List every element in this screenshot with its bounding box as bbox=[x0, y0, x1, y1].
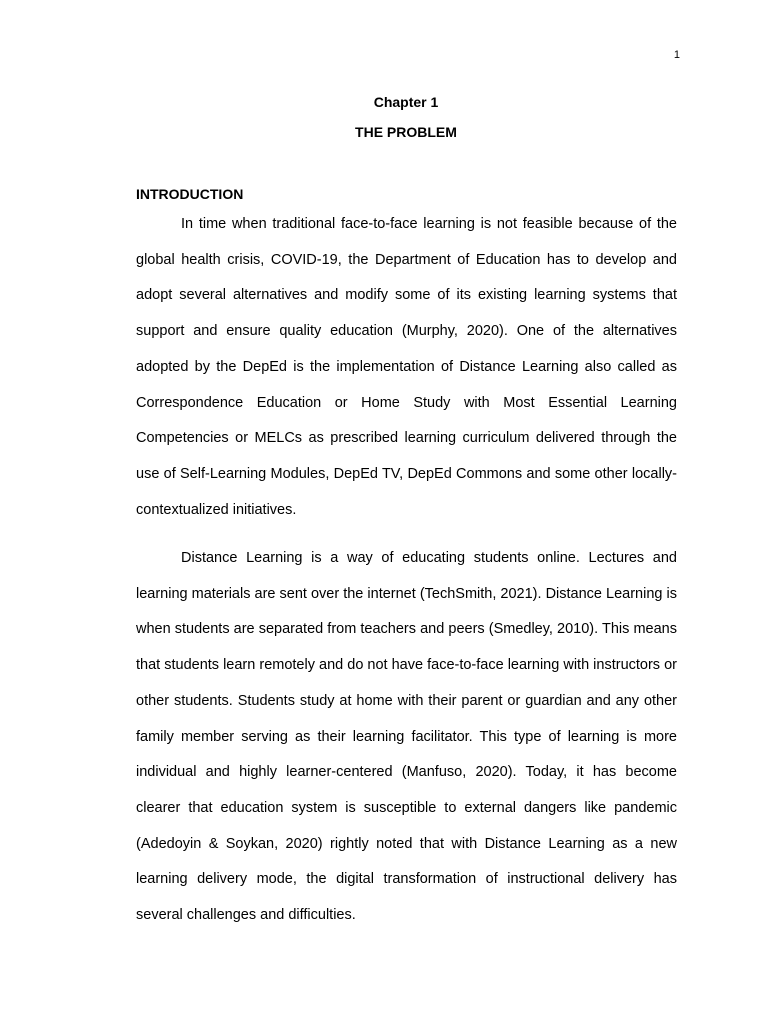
chapter-title: THE PROBLEM bbox=[355, 124, 457, 140]
paragraph-introduction-1: In time when traditional face-to-face learning is not feasible because of the global health crisis, COVID-19, the Department of Education has to develop and adopt several alternatives and modify some of its existing learning systems that support and ensure quality education (Murphy, 2020). One of the alternatives adopted by the DepEd is the implementation of Distance Learning also called as Correspondence Education or Home Study with Most Essential Learning Competencies or MELCs as prescribed learning curriculum delivered through the use of Self-Learning Modules, DepEd TV, DepEd Commons and some other locally-contextualized initiatives. bbox=[136, 216, 677, 518]
page-number: 1 bbox=[673, 49, 680, 61]
section-heading: INTRODUCTION bbox=[136, 186, 244, 202]
chapter-label: Chapter 1 bbox=[373, 94, 439, 110]
paragraph-introduction-2: Distance Learning is a way of educating students online. Lectures and learning materials are sent over the internet (TechSmith, 2021). Distance Learning is when students are separated from teachers and peers (Smedley, 2010). This means that students learn remotely and do not have face-to-face learning with instructors or other students. Students study at home with their parent or guardian and any other family member serving as their learning facilitator. This type of learning is more individual and highly learner-centered (Manfuso, 2020). Today, it has become clearer that education system is susceptible to external dangers like pandemic (Adedoyin & Soykan, 2020) rightly noted that with Distance Learning as a new learning delivery mode, the digital transformation of instructional delivery has several challenges and difficulties. bbox=[136, 550, 677, 924]
